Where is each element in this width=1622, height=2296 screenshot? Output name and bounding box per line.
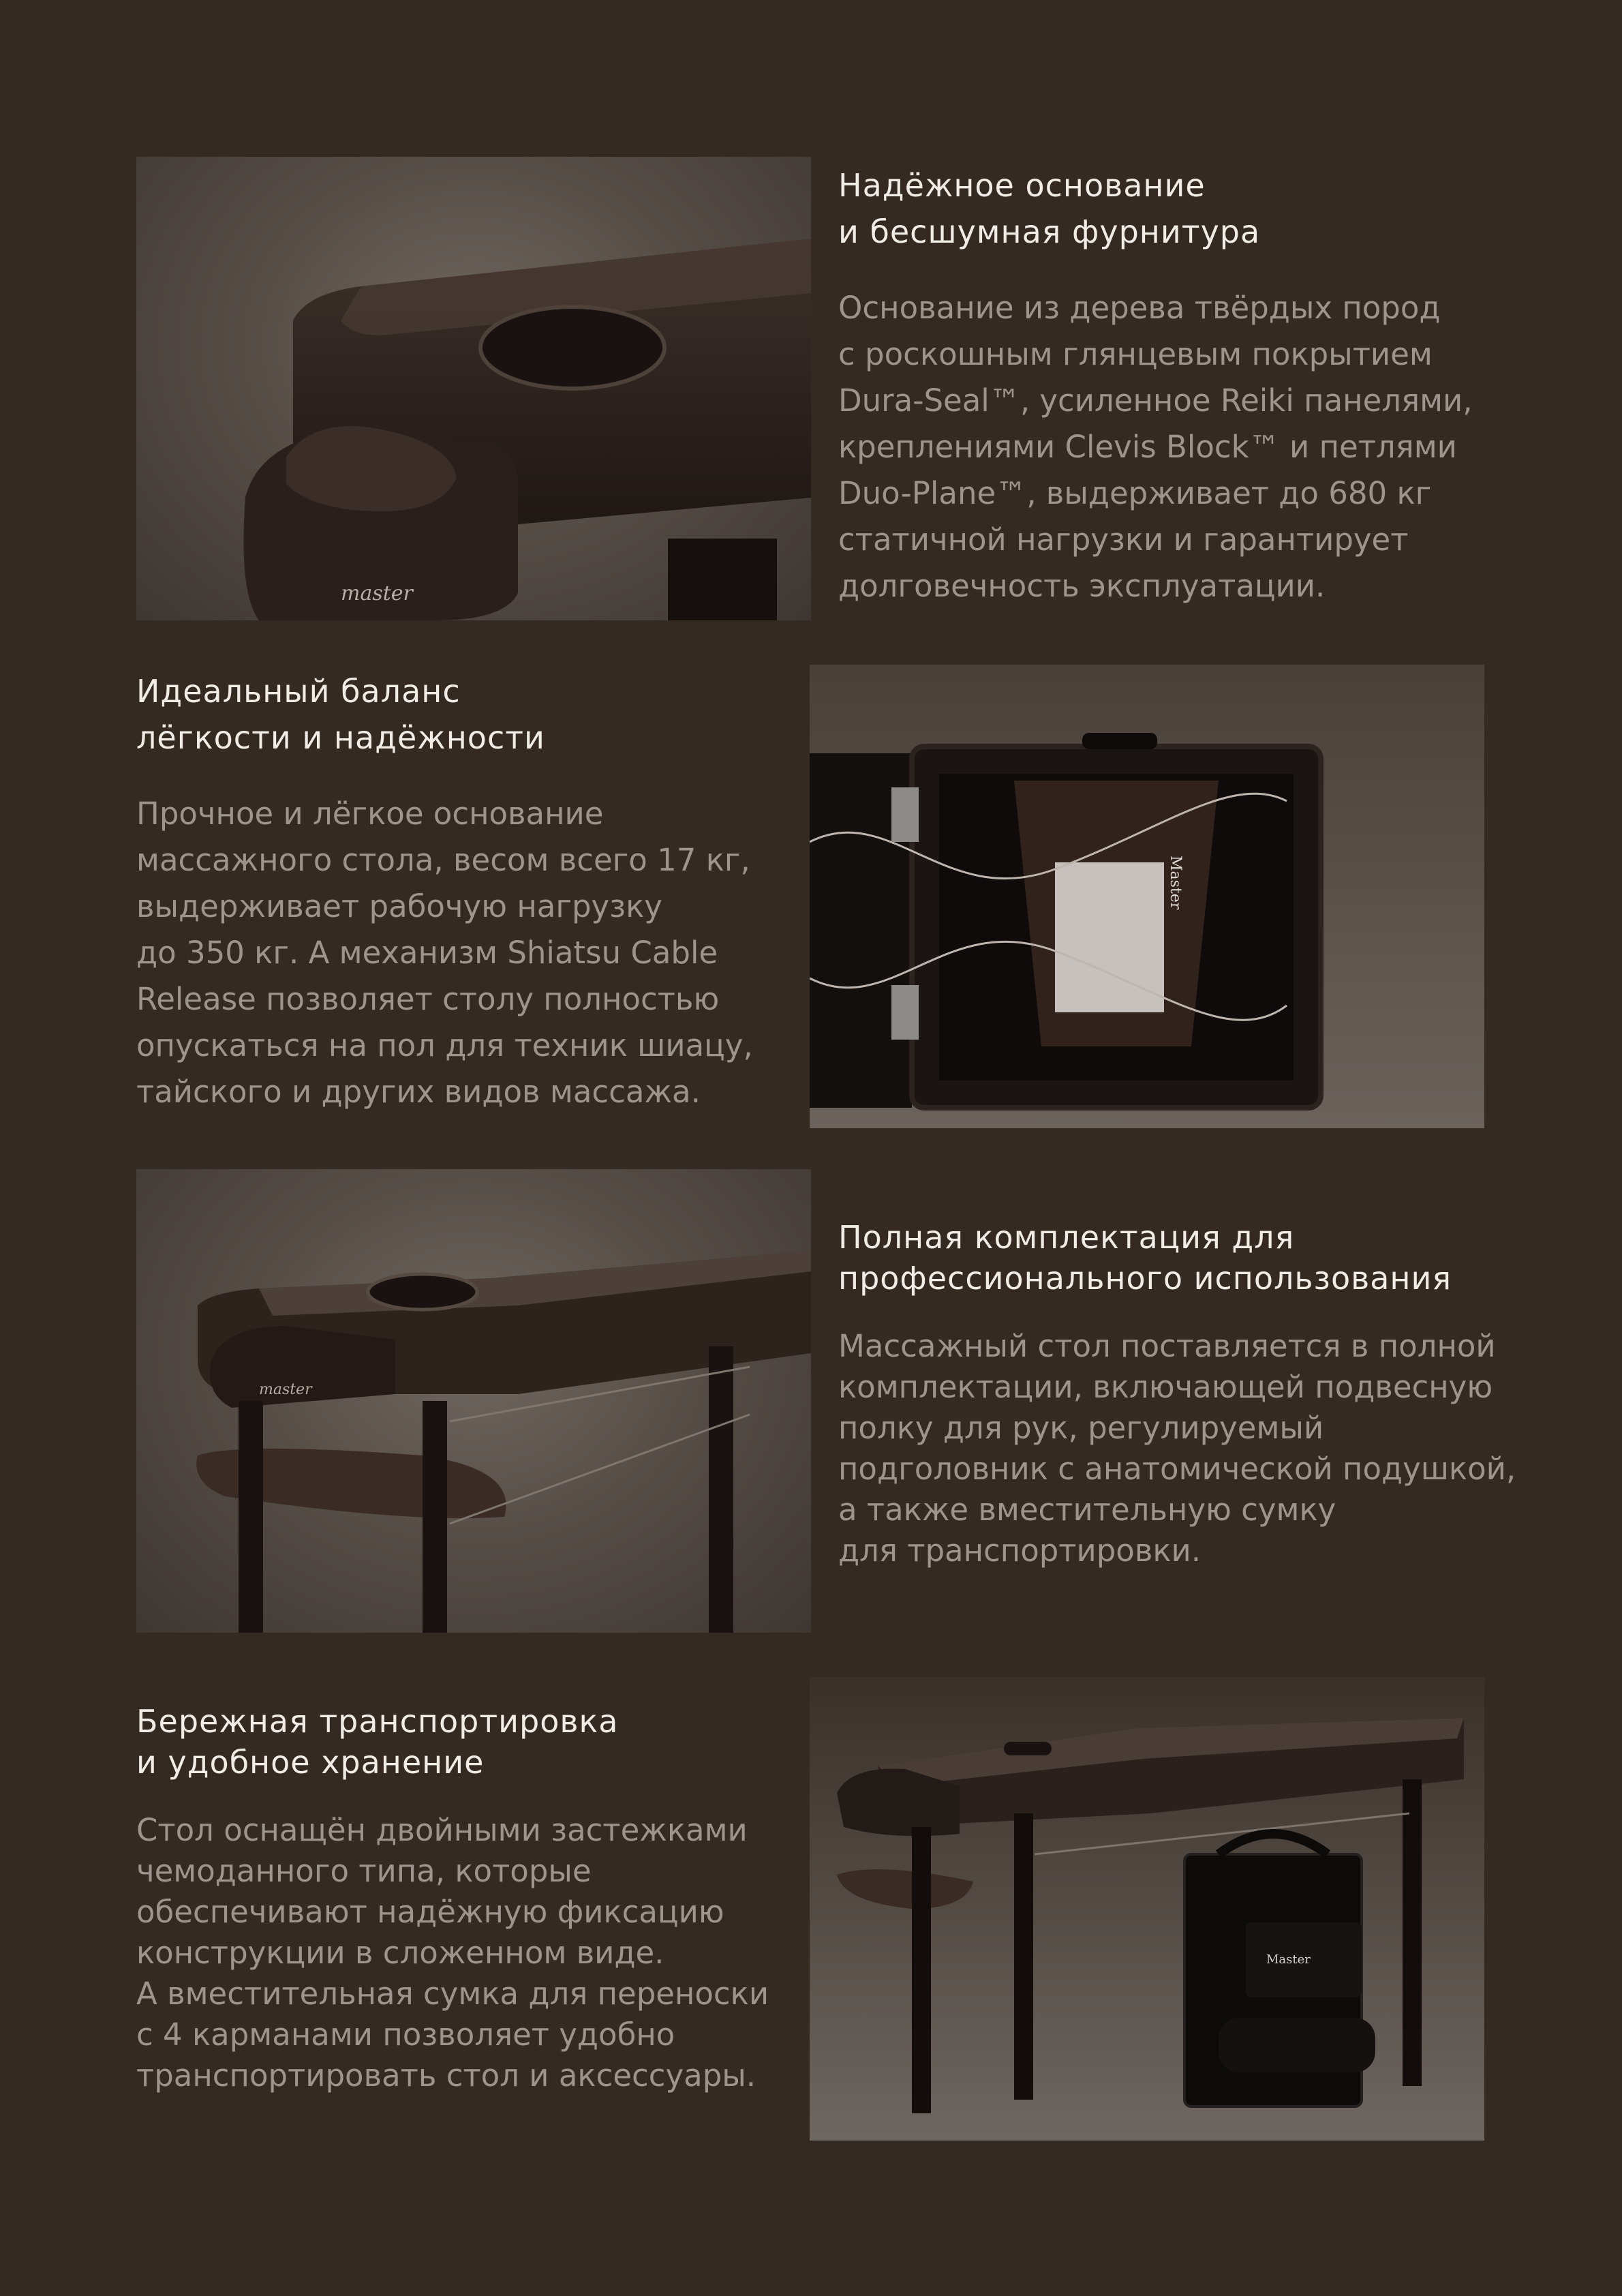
section-4-heading (136, 1701, 818, 1783)
section-4-text (136, 1701, 818, 2096)
section-1-heading (838, 162, 1520, 255)
text-line: Основание из дерева твёрдых пород (838, 290, 1441, 326)
text-line: Dura-Seal™, усиленное Reiki панелями, (838, 382, 1473, 419)
text-line: Прочное и лёгкое основание (136, 796, 604, 832)
text-line: чемоданного типа, которые (136, 1853, 592, 1889)
photo-table-headrest-closeup (136, 157, 811, 620)
text-line: А вместительная сумка для переноски (136, 1976, 769, 2012)
text-line: обеспечивают надёжную фиксацию (136, 1894, 724, 1930)
section-1-text (838, 162, 1520, 609)
text-line: креплениями Clevis Block™ и петлями (838, 429, 1457, 465)
text-line: выдерживает рабочую нагрузку (136, 888, 662, 924)
text-line: с 4 карманами позволяет удобно (136, 2016, 675, 2053)
heading-line: Бережная транспортировка (136, 1703, 619, 1740)
text-line: подголовник с анатомической подушкой, (838, 1451, 1516, 1487)
text-line: Release позволяет столу полностью (136, 981, 720, 1017)
text-line: а также вместительную сумку (838, 1492, 1336, 1528)
section-3-text (838, 1217, 1520, 1571)
master-logo-text: Master (1167, 856, 1184, 910)
text-line: транспортировать стол и аксессуары. (136, 2057, 756, 2094)
master-logo-text: master (341, 581, 413, 605)
photo-table-with-armrest (136, 1169, 811, 1633)
text-line: долговечность эксплуатации. (838, 568, 1326, 604)
section-2-text (136, 668, 818, 1115)
master-logo-text: master (259, 1381, 312, 1398)
text-line: полку для рук, регулируемый (838, 1410, 1324, 1446)
section-2-heading (136, 668, 818, 761)
text-line: до 350 кг. А механизм Shiatsu Cable (136, 935, 718, 971)
text-line: Массажный стол поставляется в полной (838, 1328, 1496, 1364)
heading-line: Надёжное основание (838, 167, 1206, 204)
heading-line: лёгкости и надёжности (136, 719, 545, 756)
text-line: Стол оснащён двойными застежками (136, 1812, 748, 1848)
text-line: конструкции в сложенном виде. (136, 1935, 664, 1971)
section-1-description (838, 285, 1520, 609)
text-line: опускаться на пол для техник шиацу, (136, 1027, 753, 1063)
text-line: тайского и других видов массажа. (136, 1074, 701, 1110)
photo-folded-table-open-case (810, 665, 1484, 1128)
text-line: массажного стола, весом всего 17 кг, (136, 842, 750, 878)
text-line: для транспортировки. (838, 1532, 1202, 1569)
text-line: с роскошным глянцевым покрытием (838, 336, 1433, 372)
heading-line: Идеальный баланс (136, 673, 461, 710)
section-4-description (136, 1810, 818, 2096)
text-line: Duo-Plane™, выдерживает до 680 кг (838, 475, 1432, 511)
master-logo-text: Master (1266, 1952, 1311, 1967)
section-2-description (136, 791, 818, 1115)
text-line: комплектации, включающей подвесную (838, 1369, 1493, 1405)
heading-line: профессионального использования (838, 1260, 1452, 1297)
text-line: статичной нагрузки и гарантирует (838, 522, 1409, 558)
section-3-description (838, 1326, 1520, 1571)
section-3-heading (838, 1217, 1520, 1299)
heading-line: и удобное хранение (136, 1744, 485, 1781)
heading-line: и бесшумная фурнитура (838, 213, 1261, 250)
heading-line: Полная комплектация для (838, 1219, 1295, 1256)
photo-table-with-carry-bag (810, 1677, 1484, 2141)
